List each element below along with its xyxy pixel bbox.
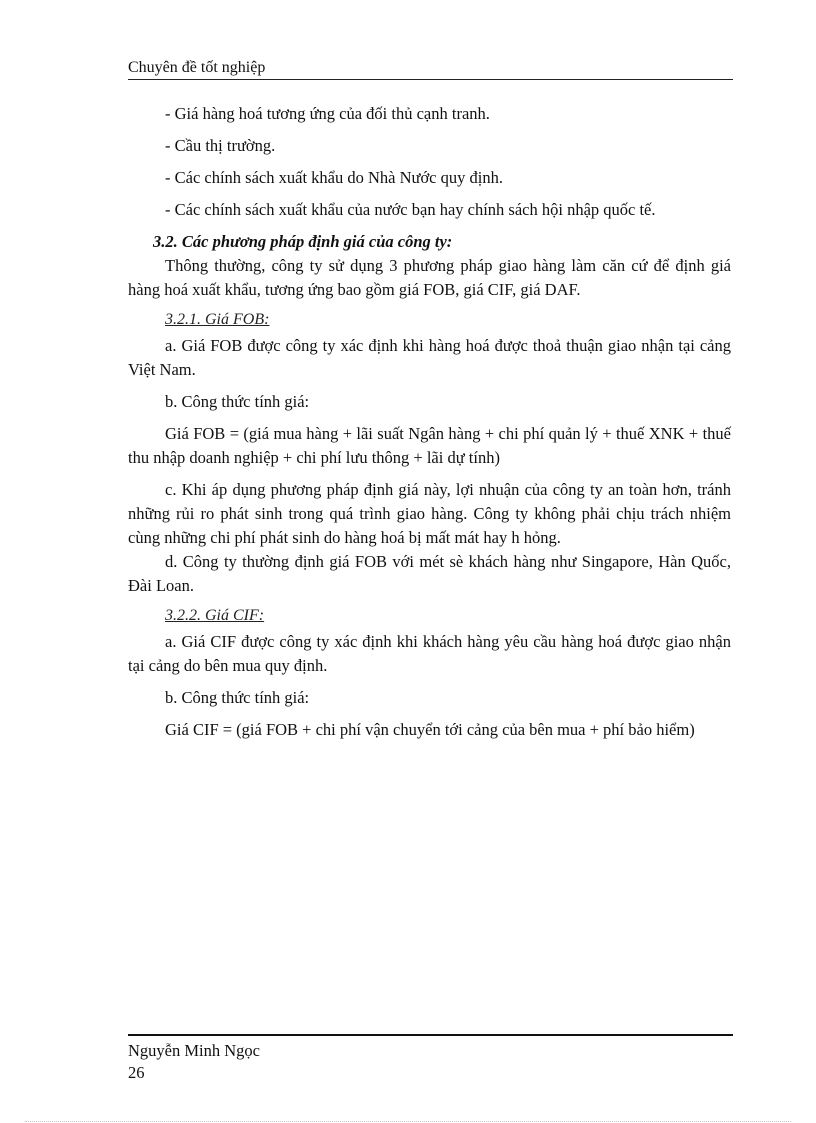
footer-page-number: 26 — [128, 1063, 145, 1082]
bullet-state-export-policy: - Các chính sách xuất khẩu do Nhà Nước quy định. — [165, 168, 503, 187]
section-heading-3-2-2: 3.2.2. Giá CIF: — [165, 607, 265, 624]
page-edge-divider — [25, 1121, 791, 1122]
cif-paragraph-b: b. Công thức tính giá: — [165, 688, 310, 707]
page-header: Chuyên đề tốt nghiệp — [128, 58, 733, 80]
section-3-2-intro: Thông thường, công ty sử dụng 3 phương pháp giao hàng làm căn cứ để định giá hàng hoá xuất khẩu, tương ứng bao gồm giá FOB, giá CIF, giá DAF. — [128, 256, 731, 299]
bullet-partner-policy: - Các chính sách xuất khẩu của nước bạn hay chính sách hội nhập quốc tế. — [165, 200, 656, 219]
section-heading-3-2-1: 3.2.1. Giá FOB: — [165, 311, 270, 328]
bullet-market-demand: - Cầu thị trường. — [165, 136, 276, 155]
footer-author: Nguyễn Minh Ngọc — [128, 1041, 260, 1060]
section-heading-3-2: 3.2. Các phương pháp định giá của công ty: — [153, 232, 453, 251]
footer-rule — [128, 1034, 733, 1036]
page-footer — [128, 1040, 260, 1084]
cif-formula: Giá CIF = (giá FOB + chi phí vận chuyển tới cảng của bên mua + phí bảo hiểm) — [165, 720, 695, 739]
cif-paragraph-a: a. Giá CIF được công ty xác định khi khách hàng yêu cầu hàng hoá được giao nhận tại cảng do bên mua quy định. — [128, 632, 731, 675]
fob-paragraph-c: c. Khi áp dụng phương pháp định giá này, lợi nhuận của công ty an toàn hơn, tránh những rủi ro phát sinh trong quá trình giao hàng. Công ty không phải chịu trách nhiệm cùng những chi phí phát sinh do hàng hoá bị mất mát hay h hỏng. — [128, 480, 731, 547]
page-body — [128, 102, 731, 742]
fob-paragraph-a: a. Giá FOB được công ty xác định khi hàng hoá được thoả thuận giao nhận tại cảng Việt Nam. — [128, 336, 731, 379]
fob-paragraph-d: d. Công ty thường định giá FOB với mét sè khách hàng như Singapore, Hàn Quốc, Đài Loan. — [128, 552, 731, 595]
fob-paragraph-b: b. Công thức tính giá: — [165, 392, 310, 411]
bullet-competitor-price: - Giá hàng hoá tương ứng của đối thủ cạnh tranh. — [165, 104, 490, 123]
fob-formula: Giá FOB = (giá mua hàng + lãi suất Ngân hàng + chi phí quản lý + thuế XNK + thuế thu nhập doanh nghiệp + chi phí lưu thông + lãi dự tính) — [128, 424, 731, 467]
